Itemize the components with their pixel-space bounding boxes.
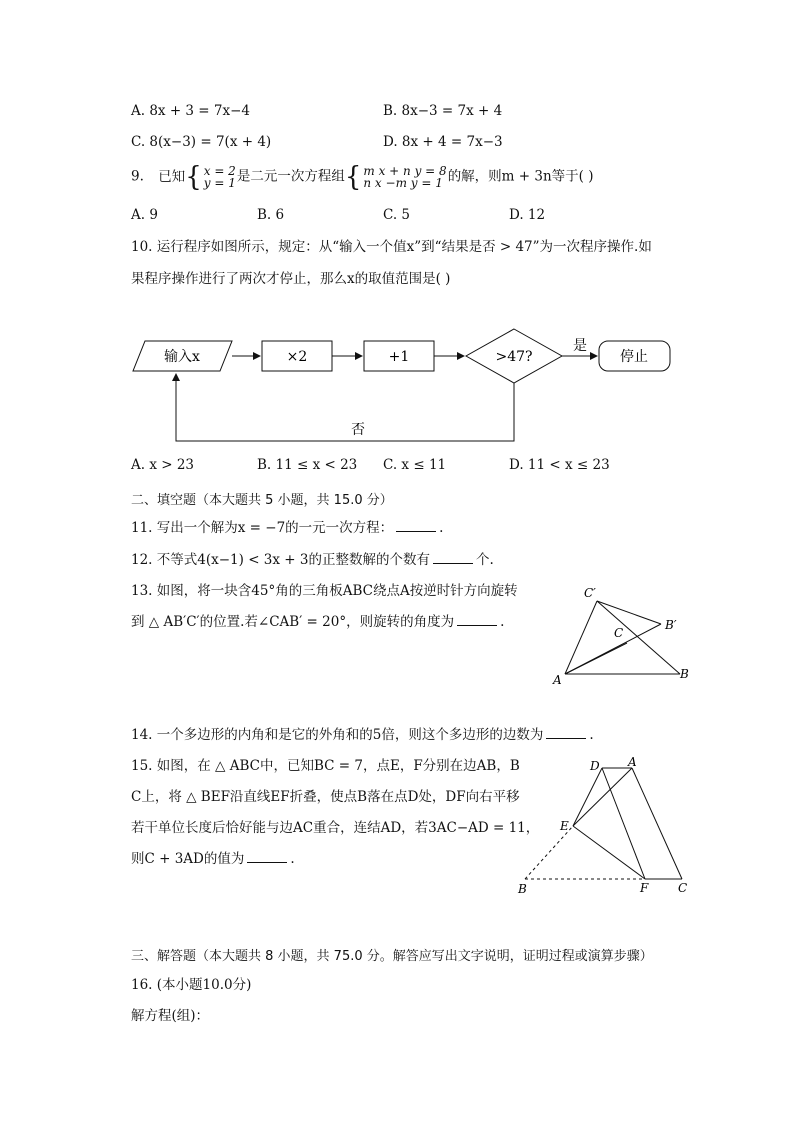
q10-option-b: B. 11 ≤ x < 23: [257, 457, 358, 473]
q12: 12. 不等式4(x−1) < 3x + 3的正整数解的个数有 个.: [131, 552, 494, 568]
flow-condition-label: >47?: [495, 349, 533, 365]
q9-option-b: B. 6: [257, 207, 285, 223]
q16-line-2: 解方程(组)：: [131, 1008, 210, 1024]
q8-option-d: D. 8x + 4 = 7x−3: [383, 134, 503, 150]
q9-option-d: D. 12: [509, 207, 546, 223]
q15-line-3: 若干单位长度后恰好能与边AC重合，连结AD，若3AC−AD = 11，: [131, 820, 540, 836]
flow-stop-label: 停止: [620, 349, 648, 365]
q15-line-1: 15. 如图，在 △ ABC中，已知BC = 7，点E，F分别在边AB，B: [131, 758, 520, 774]
q13-blank: [457, 613, 497, 626]
flow-multiply-label: ×2: [286, 349, 308, 365]
q16-line-1: 16. (本小题10.0分): [131, 977, 252, 993]
q13-label-c-prime: C′: [584, 586, 596, 600]
q13-label-b-prime: B′: [665, 618, 677, 632]
q15-label-b: B: [518, 882, 527, 896]
q9-system-1: x = 2 y = 1: [203, 164, 236, 190]
q15-label-c: C: [678, 881, 688, 895]
q15-figure: [510, 755, 710, 900]
q9-prefix: 已知: [158, 168, 186, 185]
q13-label-a: A: [553, 673, 562, 687]
q8-option-c: C. 8(x−3) = 7(x + 4): [131, 134, 272, 150]
q10-flowchart: [0, 0, 794, 460]
q11-blank: [396, 519, 436, 532]
flow-input-label: 输入x: [164, 349, 200, 365]
q14-blank: [546, 726, 586, 739]
q13-line-2: 到 △ AB′C′的位置.若∠CAB′ = 20°，则旋转的角度为 .: [131, 614, 505, 630]
q11: 11. 写出一个解为x = −7的一元一次方程： .: [131, 520, 444, 536]
q10-option-d: D. 11 < x ≤ 23: [509, 457, 610, 473]
q15-line-4: 则C + 3AD的值为 .: [131, 851, 295, 867]
q8-option-b: B. 8x−3 = 7x + 4: [383, 103, 503, 119]
flow-loop-back: [176, 374, 514, 441]
q9-number: 9.: [131, 168, 144, 185]
q9-brace-2: {: [344, 161, 362, 193]
q8-option-a: A. 8x + 3 = 7x−4: [131, 103, 251, 119]
q9-option-c: C. 5: [383, 207, 411, 223]
q15-line-2: C上，将 △ BEF沿直线EF折叠，使点B落在点D处，DF向右平移: [131, 789, 520, 805]
q15-label-e: E: [560, 819, 569, 833]
q15-blank: [247, 850, 287, 863]
q10-option-c: C. x ≤ 11: [383, 457, 447, 473]
q15-label-f: F: [640, 881, 649, 895]
section-3-heading: 三、解答题（本大题共 8 小题，共 75.0 分。解答应写出文字说明，证明过程或演算步骤）: [131, 949, 653, 964]
q13-label-b: B: [680, 667, 689, 681]
q9-middle: 是二元一次方程组: [236, 168, 345, 185]
q14: 14. 一个多边形的内角和是它的外角和的5倍，则这个多边形的边数为 .: [131, 727, 594, 743]
q10-line-1: 10. 运行程序如图所示，规定：从“输入一个值x”到“结果是否 > 47”为一次程序操作.如: [131, 239, 652, 255]
section-2-heading: 二、填空题（本大题共 5 小题，共 15.0 分）: [131, 493, 393, 508]
q15-label-d: D: [590, 759, 600, 773]
flow-add-label: +1: [388, 349, 410, 365]
q13-label-c: C: [614, 626, 624, 640]
q10-line-2: 果程序操作进行了两次才停止，那么x的取值范围是( ): [131, 271, 451, 287]
q9-option-a: A. 9: [131, 207, 158, 223]
flow-no-label: 否: [351, 422, 365, 438]
q12-blank: [433, 551, 473, 564]
flow-yes-label: 是: [573, 338, 587, 354]
q9-brace-1: {: [185, 161, 202, 193]
q15-label-a: A: [628, 755, 637, 769]
q13-figure: [540, 580, 710, 690]
q9-system-2: m x + n y = 8 n x −m y = 1: [363, 164, 447, 190]
q13-line-1: 13. 如图，将一块含45°角的三角板ABC绕点A按逆时针方向旋转: [131, 583, 518, 599]
q9-suffix: 的解，则m + 3n等于( ): [447, 168, 594, 185]
q10-option-a: A. x > 23: [131, 457, 195, 473]
